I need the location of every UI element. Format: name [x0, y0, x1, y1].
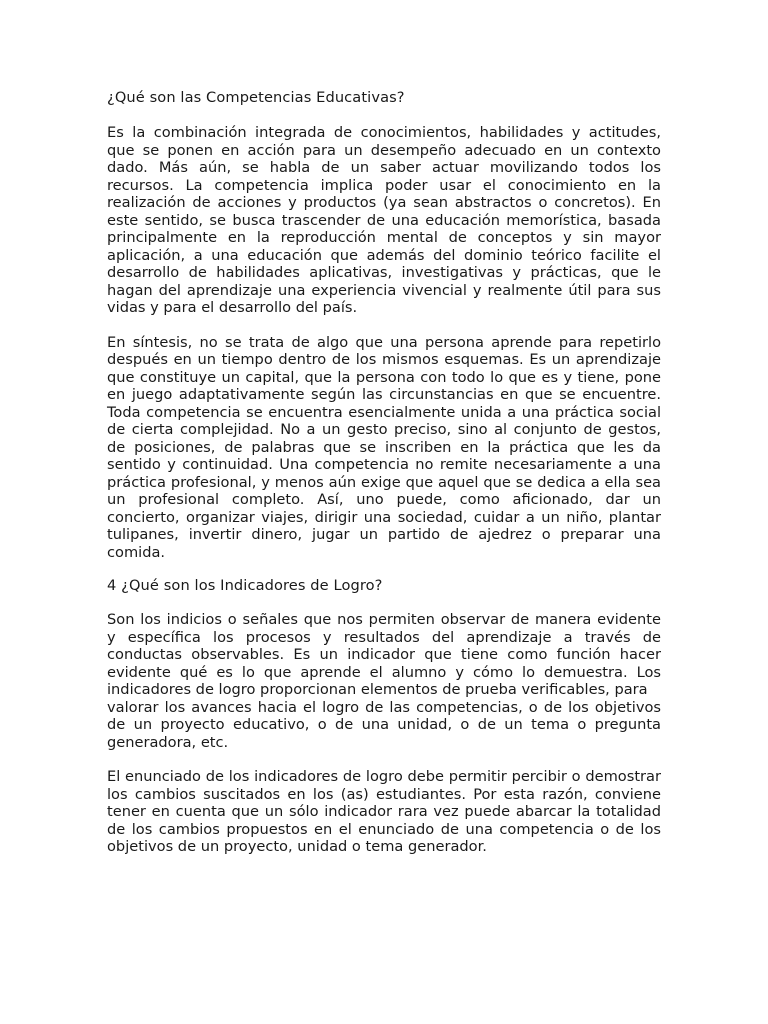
document-page — [107, 89, 661, 856]
section-1-paragraph-1: Es la combinación integrada de conocimientos, habilidades y actitudes, que se ponen en acción para un desempeño adecuado en un contexto dado. Más aún, se habla de un saber actuar movilizando todos los recursos. La competencia implica poder usar el conocimiento en la realización de acciones y productos (ya sean abstractos o concretos). En este sentido, se busca trascender de una educación memorística, basada principalmente en la reproducción mental de conceptos y sin mayor aplicación, a una educación que además del dominio teórico facilite el desarrollo de habilidades aplicativas, investigativas y prácticas, que le hagan del aprendizaje una experiencia vivencial y realmente útil para sus vidas y para el desarrollo del país. — [107, 124, 661, 316]
section-2-paragraph-2: El enunciado de los indicadores de logro debe permitir percibir o demostrar los cambios suscitados en los (as) estudiantes. Por esta razón, conviene tener en cuenta que un sólo indicador rara vez puede abarcar la totalidad de los cambios propuestos en el enunciado de una competencia o de los objetivos de un proyecto, unidad o tema generador. — [107, 768, 661, 855]
section-2-title: 4 ¿Qué son los Indicadores de Logro? — [107, 577, 383, 594]
section-1-paragraph-2: En síntesis, no se trata de algo que una persona aprende para repetirlo después en un tiempo dentro de los mismos esquemas. Es un aprendizaje que constituye un capital, que la persona con todo lo que es y tiene, pone en juego adaptativamente según las circunstancias en que se encuentre. Toda competencia se encuentra esencialmente unida a una práctica social de cierta complejidad. No a un gesto preciso, sino al conjunto de gestos, de posiciones, de palabras que se inscriben en la práctica que les da sentido y continuidad. Una competencia no remite necesariamente a una práctica profesional, y menos aún exige que aquel que se dedica a ella sea un profesional completo. Así, uno puede, como aficionado, dar un concierto, organizar viajes, dirigir una sociedad, cuidar a un niño, plantar tulipanes, invertir dinero, jugar un partido de ajedrez o preparar una comida. — [107, 333, 661, 561]
section-2-paragraph-1: Son los indicios o señales que nos permiten observar de manera evidente y específica los procesos y resultados del aprendizaje a través de conductas observables. Es un indicador que tiene como función hacer evidente qué es lo que aprende el alumno y cómo lo demuestra. Los indicadores de logro proporcionan elementos de prueba verificables, para valorar los avances hacia el logro de las competencias, o de los objetivos de un proyecto educativo, o de una unidad, o de un tema o pregunta generadora, etc. — [107, 611, 661, 751]
section-1-title: ¿Qué son las Competencias Educativas? — [107, 89, 405, 106]
